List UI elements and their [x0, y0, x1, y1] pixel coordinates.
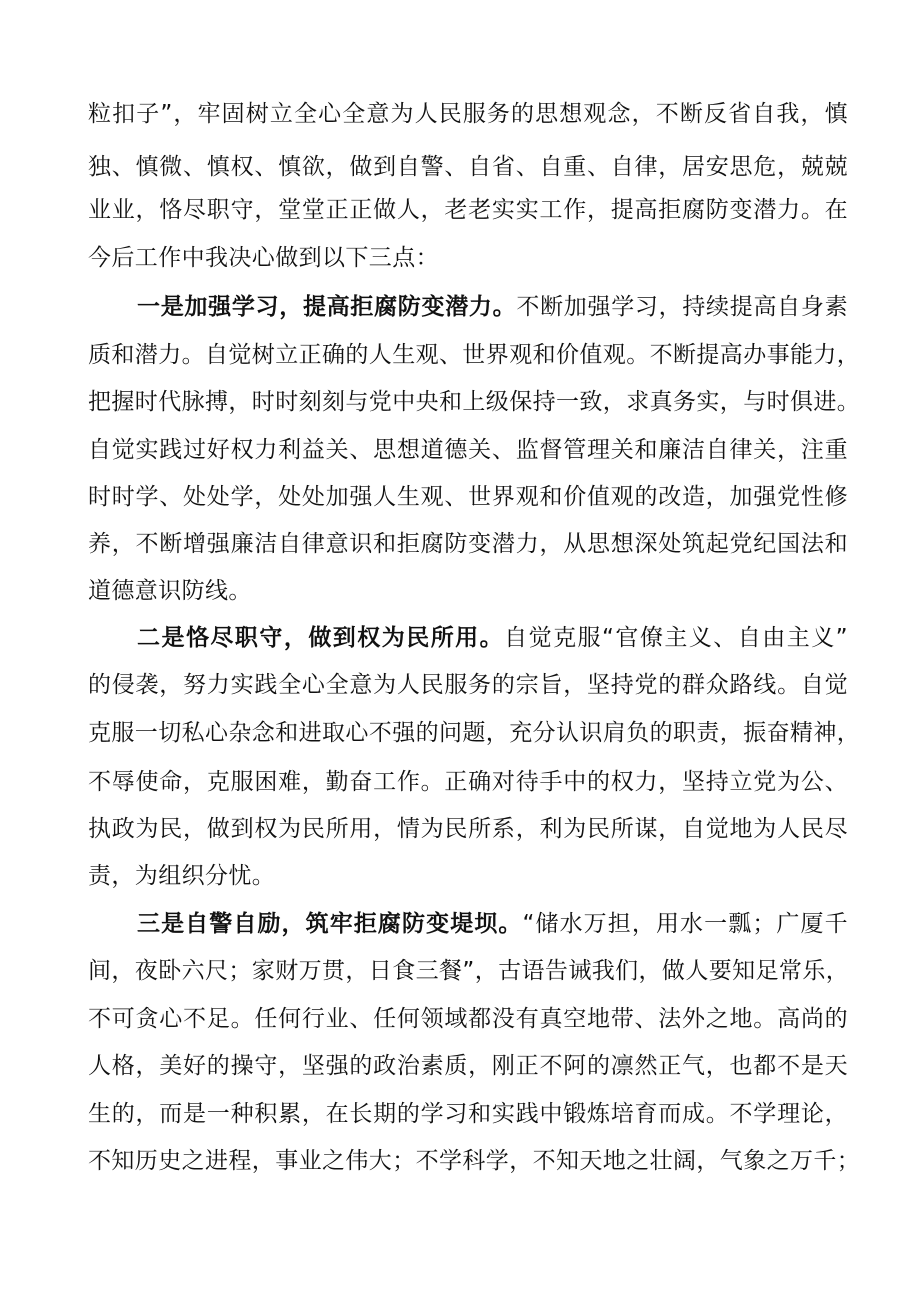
point-1-line-7: 道德意识防线。: [88, 578, 252, 604]
intro-line-2: 独、慎微、慎权、慎欲，做到自警、自省、自重、自律，居安思危，兢兢: [88, 154, 848, 180]
point-2-first-line-text: 自觉克服“官僚主义、自由主义”: [504, 625, 848, 651]
point-1-first-line-text: 不断加强学习，持续提高自身素: [516, 294, 848, 320]
point-1-first-line: [137, 287, 848, 327]
point-3-line-6: 不知历史之进程，事业之伟大；不学科学，不知天地之壮阔，气象之万千；: [88, 1148, 861, 1174]
point-2-line-2: 的侵袭，努力实践全心全意为人民服务的宗旨，坚持党的群众路线。自觉: [88, 672, 848, 698]
point-3-heading: 三是自警自励，筑牢拒腐防变堤坝。: [137, 911, 523, 937]
point-2-line-3: 克服一切私心杂念和进取心不强的问题，充分认识肩负的职责，振奋精神，: [88, 720, 861, 746]
point-3-first-line-text: “储水万担，用水一瓢；广厦千: [522, 911, 849, 937]
point-3-first-line: [137, 904, 848, 944]
intro-line-1: 粒扣子”，牢固树立全心全意为人民服务的思想观念，不断反省自我，慎: [88, 101, 848, 127]
point-1-line-4: 自觉实践过好权力利益关、思想道德关、监督管理关和廉洁自律关，注重: [88, 437, 848, 463]
point-3-line-5: 生的，而是一种积累，在长期的学习和实践中锻炼培育而成。不学理论，: [88, 1101, 848, 1127]
point-2-line-5: 执政为民，做到权为民所用，情为民所系，利为民所谋，自觉地为人民尽: [88, 816, 848, 842]
point-2-line-4: 不辱使命，克服困难，勤奋工作。正确对待手中的权力，坚持立党为公、: [88, 769, 848, 795]
intro-line-3: 业业，恪尽职守，堂堂正正做人，老老实实工作，提高拒腐防变潜力。在: [88, 197, 848, 223]
point-3-line-3: 不可贪心不足。任何行业、任何领域都没有真空地带、法外之地。高尚的: [88, 1006, 848, 1032]
point-2-first-line: [137, 618, 848, 658]
point-1-line-2: 质和潜力。自觉树立正确的人生观、世界观和价值观。不断提高办事能力，: [88, 342, 861, 368]
point-2-line-6: 责，为组织分忧。: [88, 863, 276, 889]
point-2-heading: 二是恪尽职守，做到权为民所用。: [137, 625, 505, 651]
point-1-heading: 一是加强学习，提高拒腐防变潜力。: [137, 294, 517, 320]
point-3-line-4: 人格，美好的操守，坚强的政治素质，刚正不阿的凛然正气，也都不是天: [88, 1053, 848, 1079]
point-3-line-2: 间，夜卧六尺；家财万贯，日食三餐”，古语告诫我们，做人要知足常乐，: [88, 958, 850, 984]
point-1-line-3: 把握时代脉搏，时时刻刻与党中央和上级保持一致，求真务实，与时俱进。: [88, 389, 861, 415]
point-1-line-5: 时时学、处处学，处处加强人生观、世界观和价值观的改造，加强党性修: [88, 484, 848, 510]
point-1-line-6: 养，不断增强廉洁自律意识和拒腐防变潜力，从思想深处筑起党纪国法和: [88, 531, 848, 557]
intro-line-4: 今后工作中我决心做到以下三点：: [88, 245, 439, 271]
